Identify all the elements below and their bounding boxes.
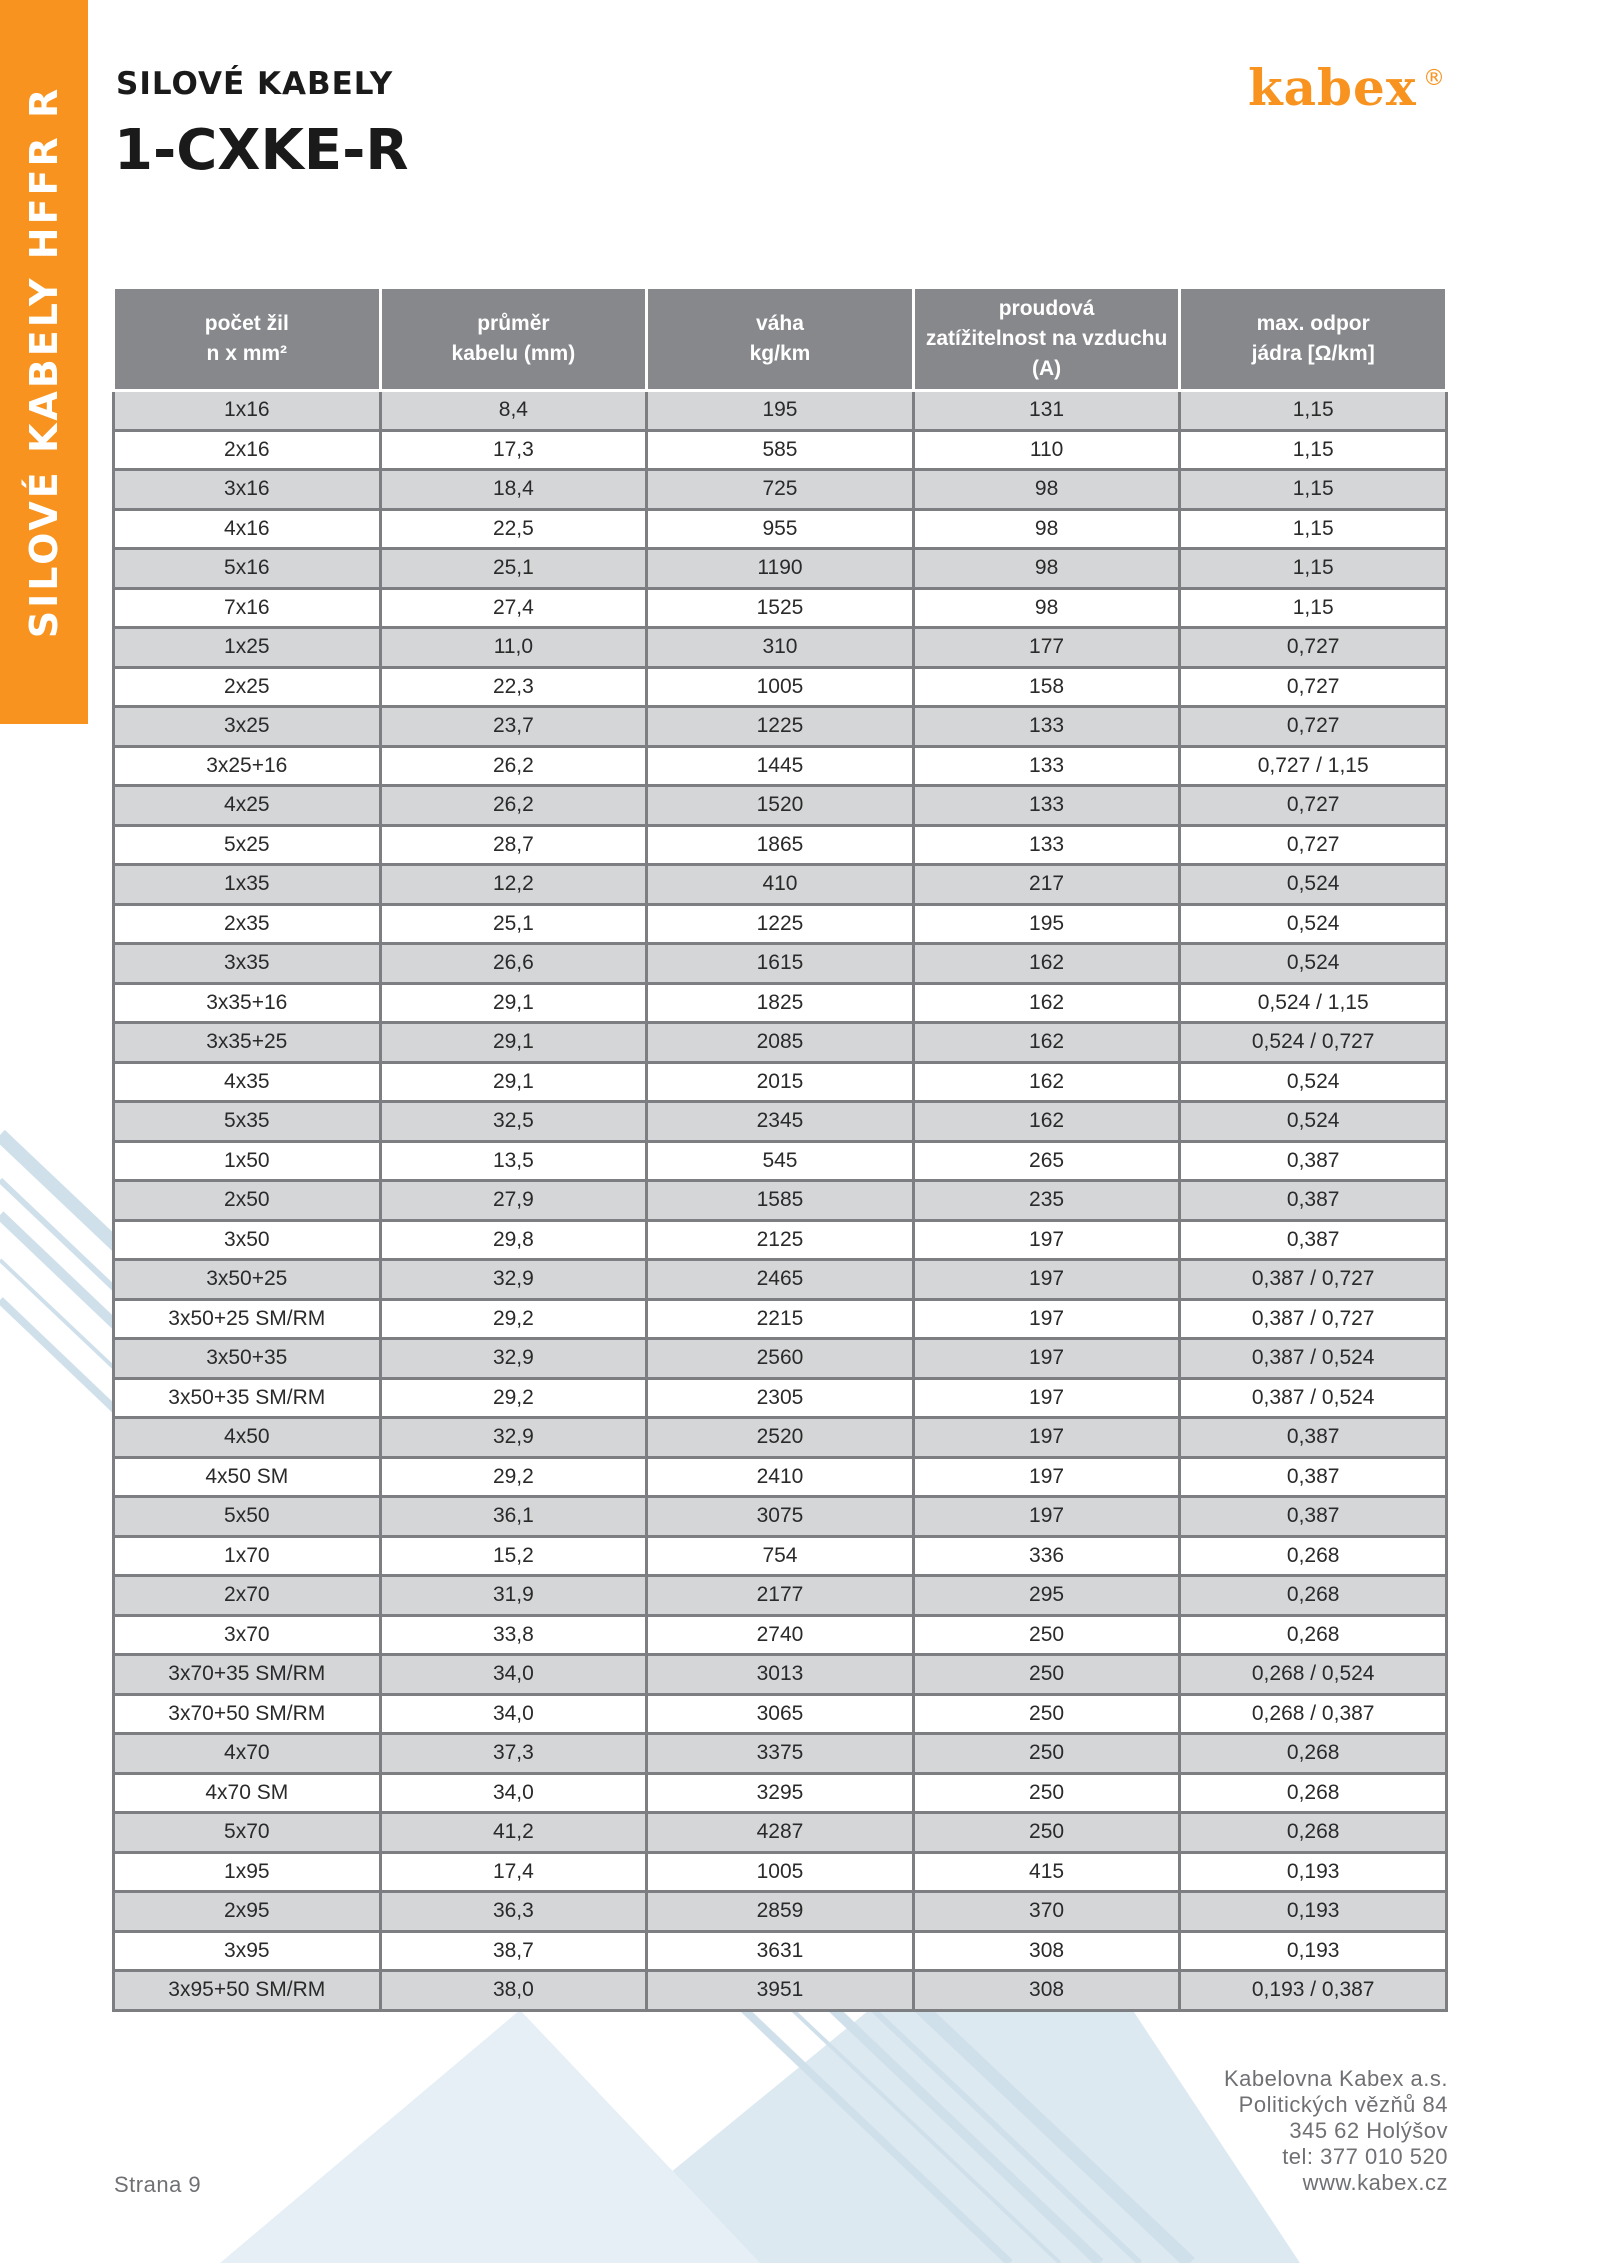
cell-resistance: 1,15	[1180, 470, 1447, 510]
column-header-weight	[647, 288, 914, 391]
cell-cores: 3x70+35 SM/RM	[114, 1655, 381, 1695]
cell-cores: 2x16	[114, 430, 381, 470]
cell-weight: 2740	[647, 1615, 914, 1655]
cell-cores: 3x25+16	[114, 746, 381, 786]
cell-current: 162	[913, 1023, 1180, 1063]
cell-weight: 1005	[647, 667, 914, 707]
side-tab-label: SILOVÉ KABELY HFFR R	[22, 85, 66, 639]
cell-weight: 4287	[647, 1813, 914, 1853]
cell-weight: 545	[647, 1141, 914, 1181]
cell-weight: 2410	[647, 1457, 914, 1497]
cell-diameter: 29,1	[380, 1062, 647, 1102]
cell-current: 197	[913, 1299, 1180, 1339]
cell-weight: 1225	[647, 904, 914, 944]
cell-resistance: 1,15	[1180, 509, 1447, 549]
cell-cores: 3x50+35	[114, 1339, 381, 1379]
cell-cores: 4x25	[114, 786, 381, 826]
column-header-line: počet žil	[204, 312, 289, 335]
cell-cores: 1x25	[114, 628, 381, 668]
column-header-line: n x mm²	[206, 342, 288, 365]
cell-current: 98	[913, 470, 1180, 510]
table-row	[114, 509, 1447, 549]
cell-current: 197	[913, 1339, 1180, 1379]
cell-weight: 410	[647, 865, 914, 905]
cell-diameter: 29,2	[380, 1378, 647, 1418]
cell-current: 250	[913, 1813, 1180, 1853]
cell-current: 98	[913, 549, 1180, 589]
cell-diameter: 28,7	[380, 825, 647, 865]
cell-cores: 1x50	[114, 1141, 381, 1181]
cell-current: 162	[913, 1102, 1180, 1142]
cell-cores: 2x50	[114, 1181, 381, 1221]
cell-diameter: 32,9	[380, 1418, 647, 1458]
cell-diameter: 31,9	[380, 1576, 647, 1616]
cell-weight: 1225	[647, 707, 914, 747]
table-row	[114, 1536, 1447, 1576]
column-header-line: kabelu (mm)	[451, 342, 576, 365]
cell-cores: 3x70+50 SM/RM	[114, 1694, 381, 1734]
table-row	[114, 825, 1447, 865]
cell-current: 217	[913, 865, 1180, 905]
cell-diameter: 17,4	[380, 1852, 647, 1892]
cell-resistance: 0,727 / 1,15	[1180, 746, 1447, 786]
cell-weight: 2465	[647, 1260, 914, 1300]
cell-resistance: 0,193 / 0,387	[1180, 1971, 1447, 2011]
cell-cores: 4x35	[114, 1062, 381, 1102]
cell-current: 133	[913, 746, 1180, 786]
category-heading: SILOVÉ KABELY	[116, 66, 394, 102]
cell-cores: 2x70	[114, 1576, 381, 1616]
table-row	[114, 983, 1447, 1023]
cell-weight: 2125	[647, 1220, 914, 1260]
cell-current: 250	[913, 1655, 1180, 1695]
cell-resistance: 0,387	[1180, 1457, 1447, 1497]
cell-current: 162	[913, 1062, 1180, 1102]
cell-weight: 3631	[647, 1931, 914, 1971]
cell-weight: 1520	[647, 786, 914, 826]
cell-cores: 4x70	[114, 1734, 381, 1774]
address-line: 345 62 Holýšov	[1289, 2118, 1448, 2143]
cell-current: 162	[913, 983, 1180, 1023]
cell-resistance: 0,524	[1180, 1102, 1447, 1142]
table-row	[114, 1062, 1447, 1102]
cell-resistance: 1,15	[1180, 588, 1447, 628]
address-line: tel: 377 010 520	[1282, 2144, 1448, 2169]
cell-diameter: 32,5	[380, 1102, 647, 1142]
table-row	[114, 1852, 1447, 1892]
cell-current: 98	[913, 588, 1180, 628]
cell-resistance: 0,524	[1180, 865, 1447, 905]
cell-weight: 3065	[647, 1694, 914, 1734]
cell-current: 265	[913, 1141, 1180, 1181]
table-row	[114, 1299, 1447, 1339]
cell-diameter: 38,7	[380, 1931, 647, 1971]
cell-resistance: 0,387	[1180, 1181, 1447, 1221]
table-row	[114, 1260, 1447, 1300]
cell-resistance: 0,387	[1180, 1141, 1447, 1181]
cell-resistance: 0,387 / 0,524	[1180, 1339, 1447, 1379]
cell-diameter: 29,8	[380, 1220, 647, 1260]
cell-diameter: 25,1	[380, 904, 647, 944]
table-row	[114, 1457, 1447, 1497]
table-row	[114, 1773, 1447, 1813]
cell-resistance: 1,15	[1180, 391, 1447, 431]
cell-weight: 1825	[647, 983, 914, 1023]
cell-weight: 1005	[647, 1852, 914, 1892]
cell-current: 133	[913, 786, 1180, 826]
cell-diameter: 26,6	[380, 944, 647, 984]
cell-resistance: 0,387	[1180, 1220, 1447, 1260]
cell-weight: 3295	[647, 1773, 914, 1813]
cell-cores: 3x50+25	[114, 1260, 381, 1300]
cell-diameter: 29,2	[380, 1299, 647, 1339]
cell-diameter: 27,9	[380, 1181, 647, 1221]
cell-cores: 1x35	[114, 865, 381, 905]
cell-current: 308	[913, 1931, 1180, 1971]
cell-resistance: 0,524 / 0,727	[1180, 1023, 1447, 1063]
cell-diameter: 29,1	[380, 1023, 647, 1063]
cell-weight: 2215	[647, 1299, 914, 1339]
cell-current: 250	[913, 1615, 1180, 1655]
cell-diameter: 26,2	[380, 786, 647, 826]
column-header-line: kg/km	[749, 342, 811, 365]
cell-diameter: 32,9	[380, 1260, 647, 1300]
cell-diameter: 22,3	[380, 667, 647, 707]
cell-current: 250	[913, 1694, 1180, 1734]
column-header-line: průměr	[477, 312, 550, 335]
cell-resistance: 0,727	[1180, 825, 1447, 865]
table-row	[114, 746, 1447, 786]
kabex-logo: kabex	[1248, 58, 1417, 117]
table-row	[114, 628, 1447, 668]
cell-diameter: 38,0	[380, 1971, 647, 2011]
cell-diameter: 13,5	[380, 1141, 647, 1181]
cell-cores: 4x50 SM	[114, 1457, 381, 1497]
cell-weight: 1445	[647, 746, 914, 786]
cell-current: 235	[913, 1181, 1180, 1221]
cell-weight: 2177	[647, 1576, 914, 1616]
cell-resistance: 0,727	[1180, 628, 1447, 668]
table-row	[114, 1102, 1447, 1142]
cell-weight: 3075	[647, 1497, 914, 1537]
cell-resistance: 0,524	[1180, 944, 1447, 984]
table-row	[114, 430, 1447, 470]
cell-weight: 2345	[647, 1102, 914, 1142]
cell-cores: 4x50	[114, 1418, 381, 1458]
cell-diameter: 12,2	[380, 865, 647, 905]
cell-current: 250	[913, 1773, 1180, 1813]
cell-cores: 3x50+35 SM/RM	[114, 1378, 381, 1418]
cell-weight: 1865	[647, 825, 914, 865]
table-row	[114, 1497, 1447, 1537]
column-header-line: proudová	[998, 297, 1095, 320]
column-header-line: váha	[756, 312, 804, 335]
cell-weight: 585	[647, 430, 914, 470]
cell-current: 177	[913, 628, 1180, 668]
table-body	[114, 391, 1447, 2011]
cell-cores: 5x35	[114, 1102, 381, 1142]
cell-weight: 2305	[647, 1378, 914, 1418]
cell-resistance: 0,268	[1180, 1773, 1447, 1813]
cell-diameter: 37,3	[380, 1734, 647, 1774]
cell-cores: 2x95	[114, 1892, 381, 1932]
cell-diameter: 27,4	[380, 588, 647, 628]
cell-resistance: 0,524	[1180, 1062, 1447, 1102]
cell-cores: 3x35	[114, 944, 381, 984]
cell-cores: 5x16	[114, 549, 381, 589]
cell-diameter: 34,0	[380, 1773, 647, 1813]
cell-resistance: 0,268	[1180, 1734, 1447, 1774]
table-row	[114, 1615, 1447, 1655]
table-row	[114, 667, 1447, 707]
cell-cores: 2x25	[114, 667, 381, 707]
cell-current: 158	[913, 667, 1180, 707]
cell-resistance: 0,387	[1180, 1497, 1447, 1537]
cell-weight: 2015	[647, 1062, 914, 1102]
cell-cores: 3x35+16	[114, 983, 381, 1023]
table-row	[114, 1813, 1447, 1853]
cell-diameter: 11,0	[380, 628, 647, 668]
cell-weight: 754	[647, 1536, 914, 1576]
cell-weight: 2859	[647, 1892, 914, 1932]
cell-cores: 5x50	[114, 1497, 381, 1537]
website-link[interactable]: www.kabex.cz	[1302, 2170, 1448, 2195]
cell-resistance: 0,727	[1180, 707, 1447, 747]
column-header-line: jádra [Ω/km]	[1251, 342, 1375, 365]
cell-weight: 310	[647, 628, 914, 668]
address-line: Kabelovna Kabex a.s.	[1223, 2066, 1448, 2091]
column-header-diameter	[380, 288, 647, 391]
cell-diameter: 34,0	[380, 1655, 647, 1695]
cell-resistance: 0,268	[1180, 1536, 1447, 1576]
cell-diameter: 17,3	[380, 430, 647, 470]
table-row	[114, 588, 1447, 628]
cell-resistance: 0,268	[1180, 1576, 1447, 1616]
cell-cores: 3x35+25	[114, 1023, 381, 1063]
column-header-line: max. odpor	[1256, 312, 1370, 335]
cell-resistance: 1,15	[1180, 549, 1447, 589]
cell-cores: 3x50	[114, 1220, 381, 1260]
cell-current: 370	[913, 1892, 1180, 1932]
cell-resistance: 0,727	[1180, 786, 1447, 826]
cell-cores: 3x70	[114, 1615, 381, 1655]
cell-resistance: 0,387 / 0,524	[1180, 1378, 1447, 1418]
cell-current: 110	[913, 430, 1180, 470]
cell-weight: 3375	[647, 1734, 914, 1774]
cell-current: 308	[913, 1971, 1180, 2011]
table-row	[114, 1576, 1447, 1616]
cell-current: 415	[913, 1852, 1180, 1892]
cell-weight: 2085	[647, 1023, 914, 1063]
cell-resistance: 0,387	[1180, 1418, 1447, 1458]
cell-weight: 195	[647, 391, 914, 431]
table-row	[114, 1892, 1447, 1932]
cell-cores: 5x70	[114, 1813, 381, 1853]
cell-diameter: 8,4	[380, 391, 647, 431]
cell-diameter: 22,5	[380, 509, 647, 549]
cell-current: 197	[913, 1418, 1180, 1458]
cell-diameter: 26,2	[380, 746, 647, 786]
table-row	[114, 1931, 1447, 1971]
table-row	[114, 549, 1447, 589]
cell-weight: 1190	[647, 549, 914, 589]
cell-cores: 3x25	[114, 707, 381, 747]
cell-diameter: 29,1	[380, 983, 647, 1023]
cell-resistance: 0,268 / 0,387	[1180, 1694, 1447, 1734]
cell-current: 133	[913, 707, 1180, 747]
cell-resistance: 0,193	[1180, 1931, 1447, 1971]
cell-weight: 3013	[647, 1655, 914, 1695]
cell-cores: 3x50+25 SM/RM	[114, 1299, 381, 1339]
table-row	[114, 1734, 1447, 1774]
cell-resistance: 0,268	[1180, 1615, 1447, 1655]
cell-diameter: 36,3	[380, 1892, 647, 1932]
cell-cores: 2x35	[114, 904, 381, 944]
cell-diameter: 34,0	[380, 1694, 647, 1734]
cell-cores: 1x16	[114, 391, 381, 431]
cell-current: 197	[913, 1220, 1180, 1260]
cell-resistance: 0,193	[1180, 1852, 1447, 1892]
cell-diameter: 23,7	[380, 707, 647, 747]
cell-current: 133	[913, 825, 1180, 865]
cell-resistance: 0,524	[1180, 904, 1447, 944]
cell-weight: 1615	[647, 944, 914, 984]
side-category-tab	[0, 0, 88, 724]
table-row	[114, 944, 1447, 984]
cell-current: 98	[913, 509, 1180, 549]
cell-current: 131	[913, 391, 1180, 431]
cell-resistance: 0,524 / 1,15	[1180, 983, 1447, 1023]
cell-cores: 3x95	[114, 1931, 381, 1971]
cell-current: 197	[913, 1497, 1180, 1537]
cell-weight: 2520	[647, 1418, 914, 1458]
cell-weight: 2560	[647, 1339, 914, 1379]
cell-cores: 3x95+50 SM/RM	[114, 1971, 381, 2011]
cell-current: 250	[913, 1734, 1180, 1774]
table-row	[114, 1694, 1447, 1734]
table-row	[114, 1141, 1447, 1181]
page-number: Strana 9	[114, 2172, 202, 2197]
column-header-current-rating	[913, 288, 1180, 391]
cell-current: 197	[913, 1457, 1180, 1497]
table-row	[114, 391, 1447, 431]
cell-weight: 955	[647, 509, 914, 549]
column-header-resistance	[1180, 288, 1447, 391]
cell-resistance: 1,15	[1180, 430, 1447, 470]
cell-cores: 1x70	[114, 1536, 381, 1576]
table-row	[114, 1378, 1447, 1418]
cell-resistance: 0,387 / 0,727	[1180, 1260, 1447, 1300]
cell-resistance: 0,268	[1180, 1813, 1447, 1853]
cell-current: 195	[913, 904, 1180, 944]
cell-current: 197	[913, 1260, 1180, 1300]
cell-cores: 4x70 SM	[114, 1773, 381, 1813]
cell-diameter: 15,2	[380, 1536, 647, 1576]
table-row	[114, 470, 1447, 510]
column-header-line: zatížitelnost na vzduchu	[925, 327, 1168, 350]
table-row	[114, 904, 1447, 944]
table-row	[114, 707, 1447, 747]
table-row	[114, 1971, 1447, 2011]
cell-diameter: 29,2	[380, 1457, 647, 1497]
cell-diameter: 36,1	[380, 1497, 647, 1537]
cell-weight: 1525	[647, 588, 914, 628]
table-header-row	[114, 288, 1447, 391]
column-header-cores	[114, 288, 381, 391]
table-row	[114, 1655, 1447, 1695]
table-row	[114, 786, 1447, 826]
cell-diameter: 18,4	[380, 470, 647, 510]
product-title: 1-CXKE-R	[114, 118, 409, 183]
cell-cores: 7x16	[114, 588, 381, 628]
cell-diameter: 25,1	[380, 549, 647, 589]
cell-cores: 1x95	[114, 1852, 381, 1892]
company-address	[1224, 2066, 1448, 2196]
cell-diameter: 33,8	[380, 1615, 647, 1655]
table-row	[114, 1181, 1447, 1221]
cell-resistance: 0,268 / 0,524	[1180, 1655, 1447, 1695]
cell-diameter: 41,2	[380, 1813, 647, 1853]
table-row	[114, 1023, 1447, 1063]
cell-resistance: 0,727	[1180, 667, 1447, 707]
cell-current: 197	[913, 1378, 1180, 1418]
cell-current: 295	[913, 1576, 1180, 1616]
cell-weight: 725	[647, 470, 914, 510]
cell-resistance: 0,193	[1180, 1892, 1447, 1932]
table-row	[114, 865, 1447, 905]
cell-weight: 3951	[647, 1971, 914, 2011]
cell-diameter: 32,9	[380, 1339, 647, 1379]
address-line: Politických vězňů 84	[1238, 2092, 1448, 2117]
table-row	[114, 1339, 1447, 1379]
column-header-line: (A)	[1032, 357, 1062, 380]
cell-cores: 4x16	[114, 509, 381, 549]
cell-resistance: 0,387 / 0,727	[1180, 1299, 1447, 1339]
cell-cores: 5x25	[114, 825, 381, 865]
cell-current: 162	[913, 944, 1180, 984]
cell-current: 336	[913, 1536, 1180, 1576]
cell-cores: 3x16	[114, 470, 381, 510]
table-row	[114, 1220, 1447, 1260]
registered-mark: ®	[1423, 66, 1445, 91]
cell-weight: 1585	[647, 1181, 914, 1221]
table-row	[114, 1418, 1447, 1458]
cable-spec-table	[112, 286, 1448, 2012]
